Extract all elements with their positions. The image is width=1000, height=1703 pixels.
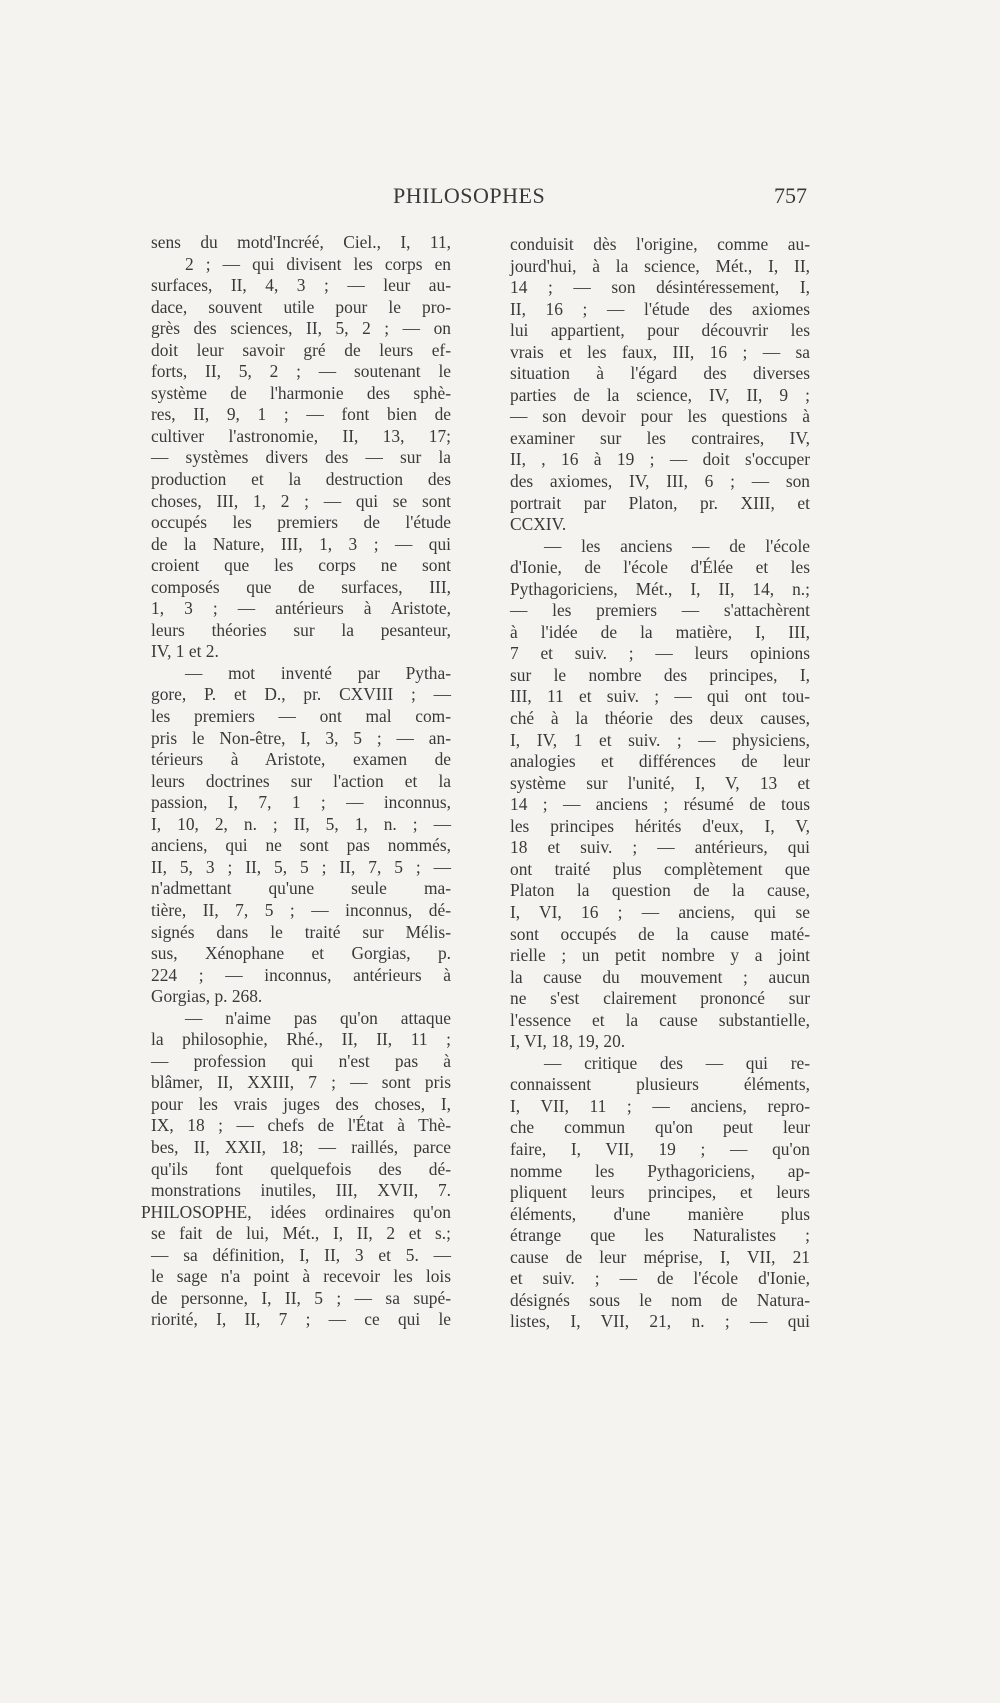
text-line: forts, II, 5, 2 ; — soutenant le: [151, 361, 451, 382]
text-line: n'admettant qu'une seule ma-: [151, 878, 451, 899]
text-line: conduisit dès l'origine, comme au-: [510, 234, 810, 254]
text-line: III, 11 et suiv. ; — qui ont tou-: [510, 686, 810, 707]
text-line: res, II, 9, 1 ; — font bien de: [151, 404, 451, 425]
left-column: [141, 232, 451, 1331]
text-line: — profession qui n'est pas à: [151, 1050, 451, 1071]
text-line: sus, Xénophane et Gorgias, p.: [151, 943, 451, 964]
text-line: passion, I, 7, 1 ; — inconnus,: [151, 792, 451, 813]
text-line: 14 ; — son désintéressement, I,: [510, 277, 810, 298]
text-line: sens du motd'Incréé, Ciel., I, 11,: [151, 232, 451, 252]
text-line: leurs doctrines sur l'action et la: [151, 770, 451, 791]
text-line: désignés sous le nom de Natura-: [510, 1289, 810, 1310]
text-line: cultiver l'astronomie, II, 13, 17;: [151, 425, 451, 446]
text-line: connaissent plusieurs éléments,: [510, 1074, 810, 1095]
text-line: — sa définition, I, II, 3 et 5. —: [151, 1244, 451, 1265]
text-line: I, 10, 2, n. ; II, 5, 1, n. ; —: [151, 813, 451, 834]
text-line: système de l'harmonie des sphè-: [151, 382, 451, 403]
text-line: signés dans le traité sur Mélis-: [151, 921, 451, 942]
running-title: PHILOSOPHES: [393, 183, 546, 208]
text-line: — n'aime pas qu'on attaque: [185, 1007, 451, 1028]
text-line: 224 ; — inconnus, antérieurs à: [151, 964, 451, 985]
text-line: doit leur savoir gré de leurs ef-: [151, 339, 451, 360]
text-line: à l'idée de la matière, I, III,: [510, 621, 810, 642]
text-line: sur le nombre des principes, I,: [510, 664, 810, 685]
text-line: 1, 3 ; — antérieurs à Aristote,: [151, 598, 451, 619]
text-line: production et la destruction des: [151, 469, 451, 490]
text-line: les principes hérités d'eux, I, V,: [510, 815, 810, 836]
page-number: 757: [774, 183, 807, 208]
text-line: surfaces, II, 4, 3 ; — leur au-: [151, 275, 451, 296]
text-line: les premiers — ont mal com-: [151, 706, 451, 727]
text-line: dace, souvent utile pour le pro-: [151, 296, 451, 317]
text-line: Gorgias, p. 268.: [151, 986, 263, 1007]
text-line: vrais et les faux, III, 16 ; — sa: [510, 341, 810, 362]
text-line: II, 16 ; — l'étude des axiomes: [510, 298, 810, 319]
text-line: I, VII, 11 ; — anciens, repro-: [510, 1095, 810, 1116]
text-line: la cause du mouvement ; aucun: [510, 966, 810, 987]
text-line: sont occupés de la cause maté-: [510, 923, 810, 944]
text-line: leurs théories sur la pesanteur,: [151, 619, 451, 640]
text-line: I, IV, 1 et suiv. ; — physiciens,: [510, 729, 810, 750]
text-line: 18 et suiv. ; — antérieurs, qui: [510, 837, 810, 858]
text-line: — les premiers — s'attachèrent: [510, 600, 810, 621]
text-line: se fait de lui, Mét., I, II, 2 et s.;: [151, 1223, 451, 1244]
text-line: pour les vrais juges des choses, I,: [151, 1093, 451, 1114]
text-line: PHILOSOPHE, idées ordinaires qu'on: [141, 1201, 451, 1222]
text-line: listes, I, VII, 21, n. ; — qui: [510, 1311, 810, 1332]
text-line: I, VI, 16 ; — anciens, qui se: [510, 901, 810, 922]
text-line: I, VI, 18, 19, 20.: [510, 1031, 626, 1052]
text-line: anciens, qui ne sont pas nommés,: [151, 835, 451, 856]
text-line: pliquent leurs principes, et leurs: [510, 1182, 810, 1203]
text-line: étrange que les Naturalistes ;: [510, 1225, 810, 1246]
text-line: jourd'hui, à la science, Mét., I, II,: [510, 255, 810, 276]
text-line: — les anciens — de l'école: [544, 535, 810, 556]
text-line: riorité, I, II, 7 ; — ce qui le: [151, 1309, 451, 1330]
text-line: 14 ; — anciens ; résumé de tous: [510, 794, 810, 815]
text-line: portrait par Platon, pr. XIII, et: [510, 492, 810, 513]
text-line: ché à la théorie des deux causes,: [510, 708, 810, 729]
text-line: choses, III, 1, 2 ; — qui se sont: [151, 490, 451, 511]
text-line: tière, II, 7, 5 ; — inconnus, dé-: [151, 899, 451, 920]
text-line: la philosophie, Rhé., II, II, 11 ;: [151, 1029, 451, 1050]
text-line: de personne, I, II, 5 ; — sa supé-: [151, 1287, 451, 1308]
text-line: II, 5, 3 ; II, 5, 5 ; II, 7, 5 ; —: [151, 856, 451, 877]
text-line: térieurs à Aristote, examen de: [151, 749, 451, 770]
text-line: lui appartient, pour découvrir les: [510, 320, 810, 341]
text-line: gore, P. et D., pr. CXVIII ; —: [151, 684, 451, 705]
text-line: Pythagoriciens, Mét., I, II, 14, n.;: [510, 578, 810, 599]
text-line: composés que de surfaces, III,: [151, 576, 451, 597]
text-line: situation à l'égard des diverses: [510, 363, 810, 384]
text-line: 7 et suiv. ; — leurs opinions: [510, 643, 810, 664]
text-line: ont traité plus complètement que: [510, 858, 810, 879]
text-line: che commun qu'on peut leur: [510, 1117, 810, 1138]
text-line: monstrations inutiles, III, XVII, 7.: [151, 1180, 451, 1201]
text-line: CCXIV.: [510, 514, 567, 535]
text-line: qu'ils font quelquefois des dé-: [151, 1158, 451, 1179]
text-line: II, , 16 à 19 ; — doit s'occuper: [510, 449, 810, 470]
page-header: [0, 183, 1000, 213]
text-line: cause de leur méprise, I, VII, 21: [510, 1246, 810, 1267]
text-line: d'Ionie, de l'école d'Élée et les: [510, 557, 810, 578]
text-line: analogies et différences de leur: [510, 751, 810, 772]
text-line: occupés les premiers de l'étude: [151, 512, 451, 533]
text-line: des axiomes, IV, III, 6 ; — son: [510, 471, 810, 492]
text-line: éléments, d'une manière plus: [510, 1203, 810, 1224]
text-line: bes, II, XXII, 18; — raillés, parce: [151, 1136, 451, 1157]
text-line: — son devoir pour les questions à: [510, 406, 810, 427]
text-line: faire, I, VII, 19 ; — qu'on: [510, 1138, 810, 1159]
text-line: de la Nature, III, 1, 3 ; — qui: [151, 533, 451, 554]
text-line: parties de la science, IV, II, 9 ;: [510, 384, 810, 405]
text-line: le sage n'a point à recevoir les lois: [151, 1266, 451, 1287]
text-line: ne s'est clairement prononcé sur: [510, 988, 810, 1009]
text-line: 2 ; — qui divisent les corps en: [185, 253, 451, 274]
text-line: rielle ; un petit nombre y a joint: [510, 945, 810, 966]
text-line: l'essence et la cause substantielle,: [510, 1009, 810, 1030]
text-line: — mot inventé par Pytha-: [185, 662, 451, 683]
text-line: Platon la question de la cause,: [510, 880, 810, 901]
text-line: IX, 18 ; — chefs de l'État à Thè-: [151, 1115, 451, 1136]
text-line: IV, 1 et 2.: [151, 641, 219, 662]
text-line: et suiv. ; — de l'école d'Ionie,: [510, 1268, 810, 1289]
text-line: nomme les Pythagoriciens, ap-: [510, 1160, 810, 1181]
text-line: pris le Non-être, I, 3, 5 ; — an-: [151, 727, 451, 748]
text-line: — critique des — qui re-: [544, 1052, 810, 1073]
right-column: [510, 234, 810, 1333]
text-line: — systèmes divers des — sur la: [151, 447, 451, 468]
text-line: blâmer, II, XXIII, 7 ; — sont pris: [151, 1072, 451, 1093]
text-line: croient que les corps ne sont: [151, 555, 451, 576]
text-line: système sur l'unité, I, V, 13 et: [510, 772, 810, 793]
text-line: examiner sur les contraires, IV,: [510, 427, 810, 448]
text-line: grès des sciences, II, 5, 2 ; — on: [151, 318, 451, 339]
